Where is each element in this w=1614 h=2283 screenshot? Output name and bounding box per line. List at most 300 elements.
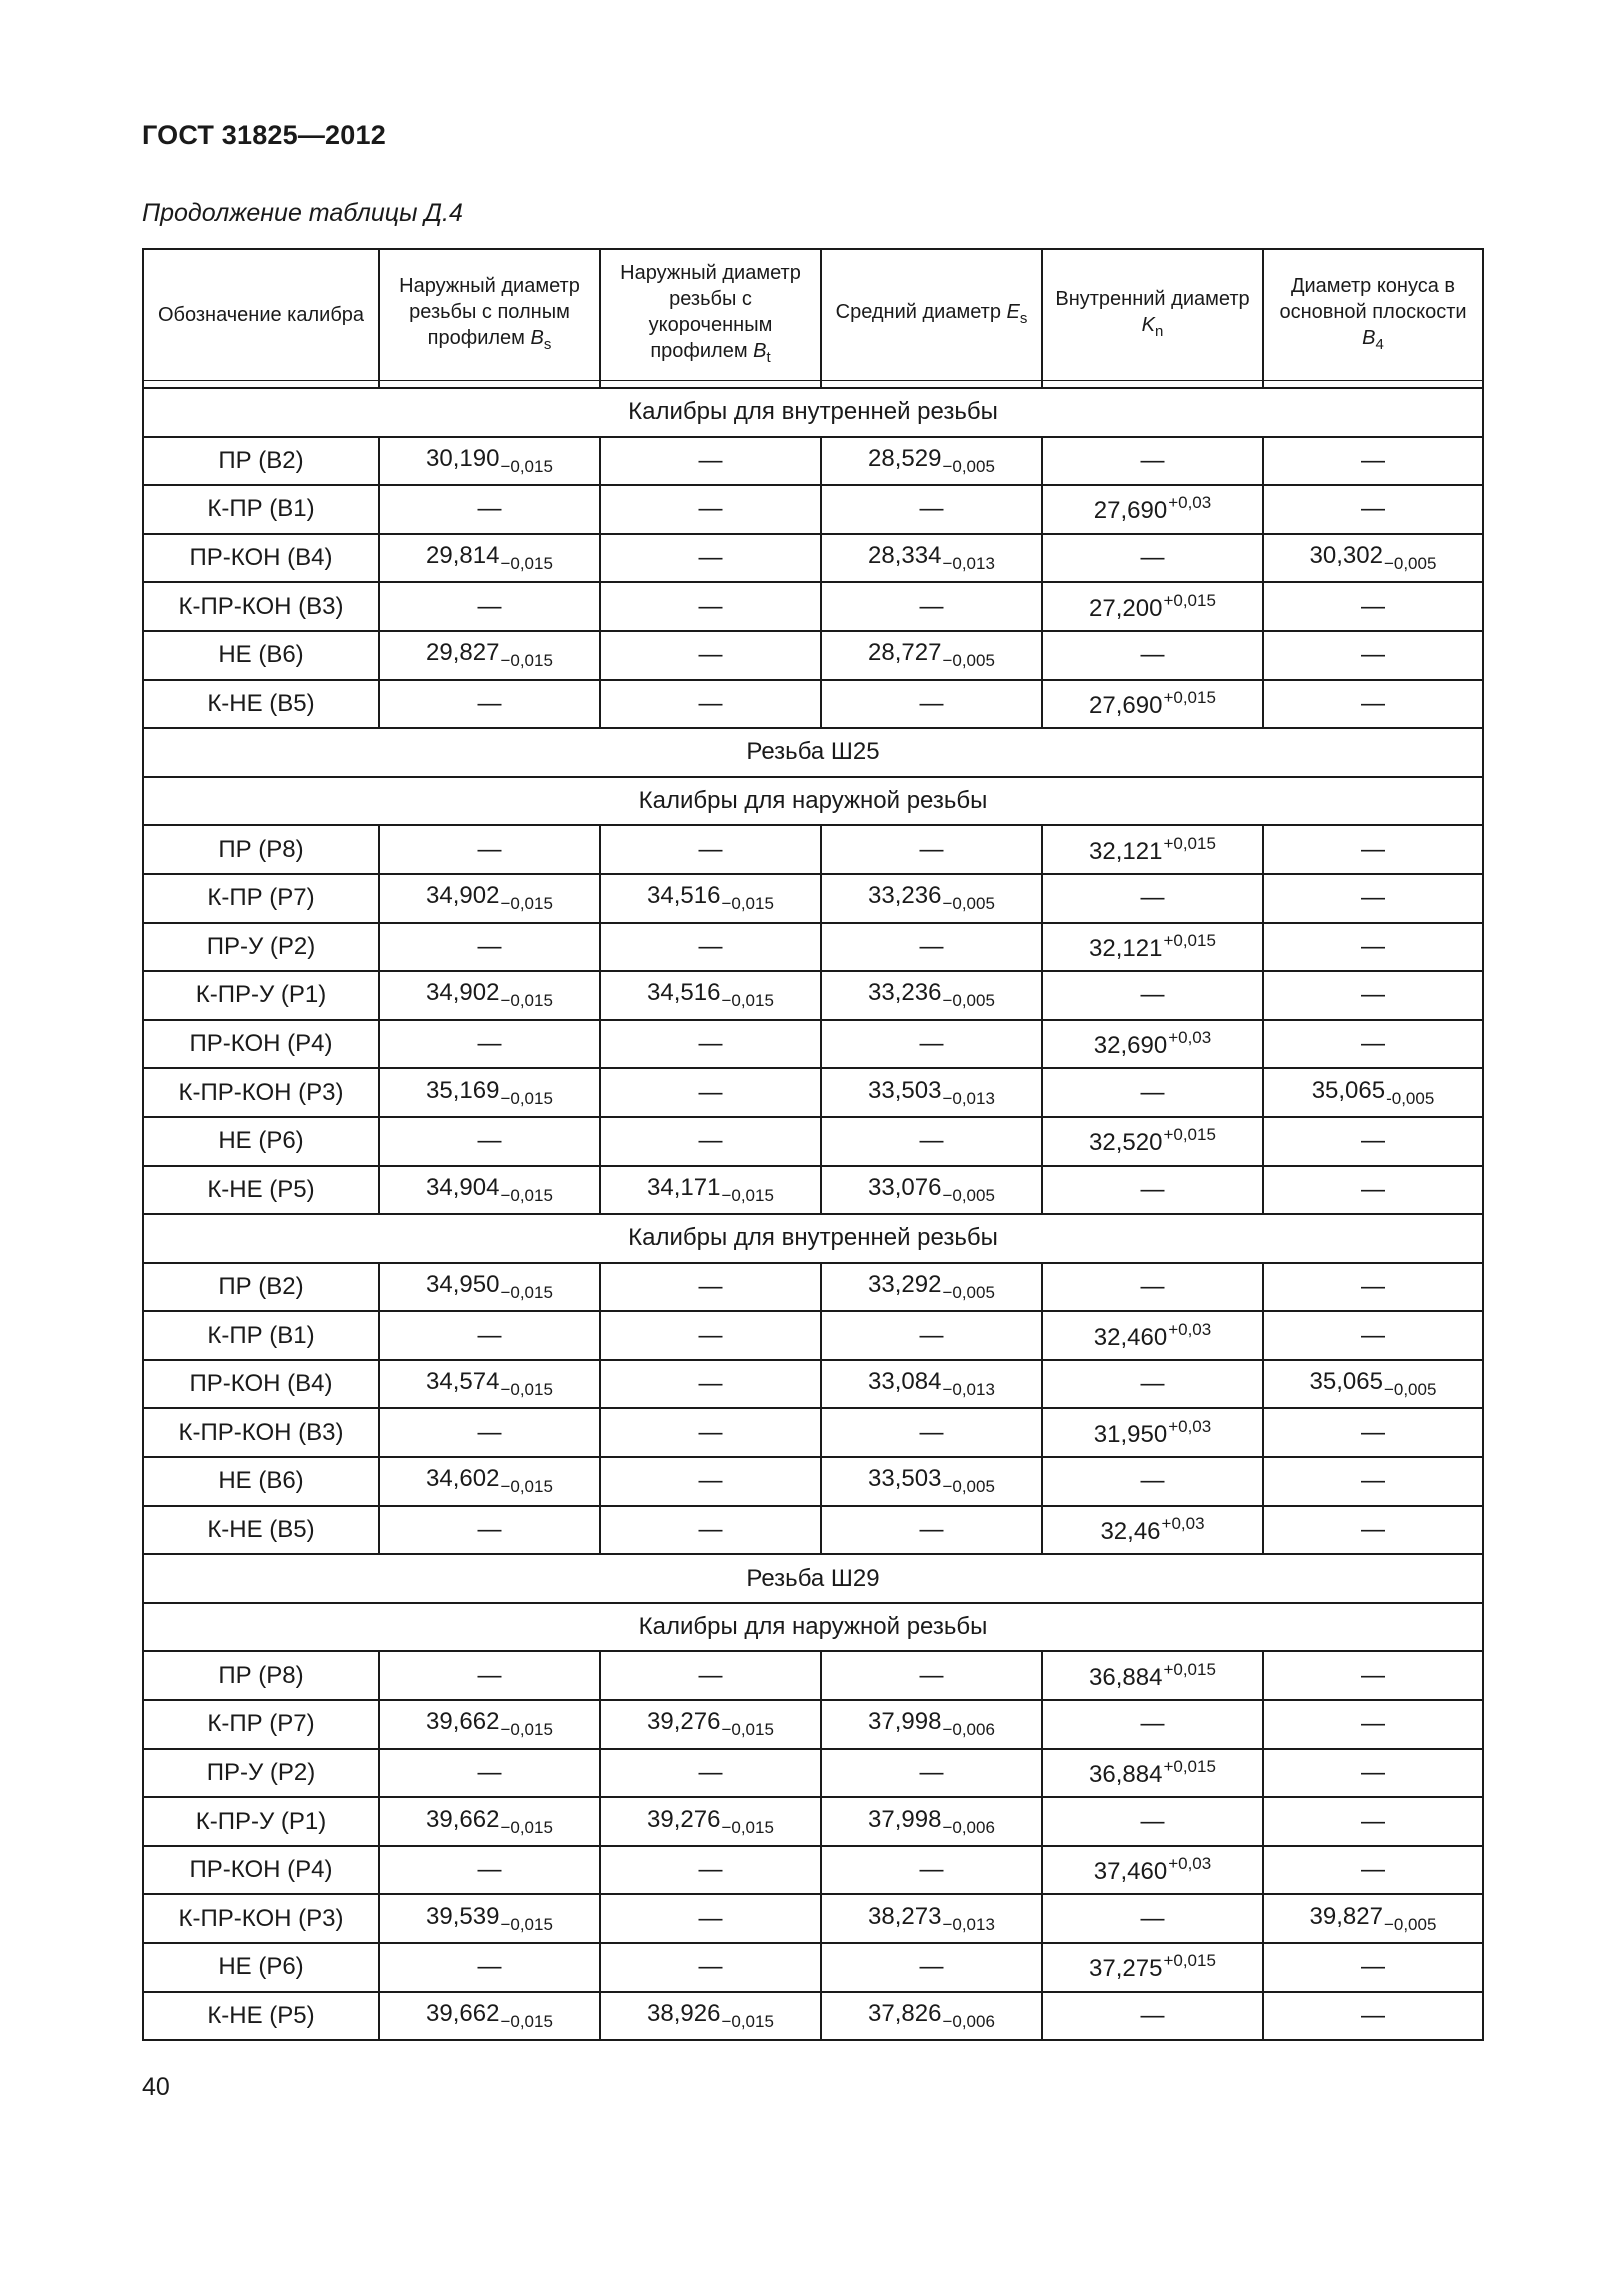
gauge-designation: К-НЕ (Р5) [143,1992,379,2041]
value-cell [379,1894,600,1943]
value-number: — [1361,884,1385,912]
value-number: — [477,1321,502,1349]
value-number: — [477,1515,502,1543]
table-caption: Продолжение таблицы Д.4 [142,199,463,227]
value-number: 36,884 [1089,1663,1163,1691]
value-cell [600,874,821,923]
value-number: — [698,1904,723,1932]
tolerance-lower: −0,015 [500,991,553,1011]
tolerance-upper: +0,015 [1163,1951,1216,1971]
value-number: — [698,689,723,717]
value-cell [1042,1506,1263,1555]
column-header-text: Наружный диаметр резьбы с укороченным профилем [620,261,801,362]
value-number: 32,46 [1100,1517,1161,1545]
value-cell [600,1020,821,1069]
value-number: — [698,1370,723,1398]
value-number: — [919,592,944,620]
value-cell [821,1943,1042,1992]
value-cell [1263,534,1483,583]
value-cell [600,825,821,874]
value-cell [1263,1894,1483,1943]
value-cell [821,1506,1042,1555]
value-number: — [919,1856,944,1884]
value-cell [1042,631,1263,680]
column-header-1 [379,249,600,381]
section-title: Резьба Ш29 [143,1554,1483,1603]
table-row [143,1749,1483,1798]
gauge-designation: ПР-КОН (Р4) [143,1846,379,1895]
value-cell [1263,874,1483,923]
value-cell [821,1263,1042,1312]
value-number: — [698,1758,723,1786]
section-title: Калибры для внутренней резьбы [143,1214,1483,1263]
value-number: 34,516 [647,979,721,1007]
gauge-designation: НЕ (Р6) [143,1943,379,1992]
value-number: 34,602 [426,1465,500,1493]
value-cell [600,1506,821,1555]
value-number: — [1361,1710,1385,1738]
value-cell [1042,971,1263,1020]
tolerance-lower: −0,015 [500,1088,553,1108]
value-cell [1263,1992,1483,2041]
value-number: 39,662 [426,1708,500,1736]
value-cell [1263,1020,1483,1069]
tolerance-lower: −0,005 [1383,1914,1437,1934]
value-cell [600,1263,821,1312]
value-number: 37,998 [868,1708,942,1736]
table-row [143,1360,1483,1409]
value-cell [379,1311,600,1360]
value-cell [821,1894,1042,1943]
value-cell [821,1166,1042,1215]
value-number: 39,539 [426,1902,500,1930]
value-cell [1263,1846,1483,1895]
tolerance-lower: −0,015 [721,1817,774,1837]
value-cell [1263,923,1483,972]
value-cell [821,971,1042,1020]
gauge-designation: К-ПР-КОН (В3) [143,582,379,631]
table-row [143,1068,1483,1117]
gap-cell [1263,381,1483,389]
tolerance-lower: −0,015 [500,894,553,914]
table-row [143,1263,1483,1312]
value-cell [821,1068,1042,1117]
tolerance-upper: +0,03 [1168,1028,1212,1048]
column-header-subscript: 4 [1375,335,1384,353]
value-cell [600,1117,821,1166]
value-number: — [698,1030,723,1058]
column-header-variable: B [753,339,767,362]
tolerance-lower: −0,015 [721,894,774,914]
value-number: — [919,1127,944,1155]
value-number: — [919,1661,944,1689]
gauge-designation: К-ПР-КОН (Р3) [143,1894,379,1943]
value-number: 39,276 [647,1805,721,1833]
gap-cell [600,381,821,389]
tolerance-lower: −0,006 [942,1720,995,1740]
column-header-3 [821,249,1042,381]
value-cell [600,680,821,729]
value-cell [1042,582,1263,631]
tolerance-lower: −0,013 [942,554,995,574]
value-number: 28,334 [868,542,942,570]
value-number: — [919,1418,944,1446]
section-row [143,388,1483,437]
value-number: — [1361,1321,1385,1349]
value-cell [600,437,821,486]
value-cell [1042,1797,1263,1846]
value-cell [821,485,1042,534]
value-number: 37,275 [1089,1955,1163,1983]
tolerance-lower: −0,015 [500,1817,553,1837]
page-number: 40 [142,2073,170,2101]
tolerance-lower: −0,015 [721,1185,774,1205]
value-cell [379,1117,600,1166]
value-number: — [1140,446,1165,474]
value-number: 27,690 [1093,497,1168,525]
value-cell [1042,1749,1263,1798]
value-cell [379,485,600,534]
value-cell [821,1797,1042,1846]
value-number: — [919,1321,944,1349]
value-number: 38,926 [647,1999,721,2027]
table-row [143,1166,1483,1215]
value-cell [600,1894,821,1943]
value-number: — [698,1418,723,1446]
value-cell [600,631,821,680]
value-cell [1042,1020,1263,1069]
gauge-designation: ПР-У (Р2) [143,923,379,972]
value-cell [821,1749,1042,1798]
value-cell [379,1166,600,1215]
value-cell [1263,825,1483,874]
value-number: — [477,1030,502,1058]
value-cell [1263,1408,1483,1457]
tolerance-lower: −0,005 [942,1477,995,1497]
value-cell [379,680,600,729]
value-number: — [1140,884,1165,912]
value-number: — [698,1515,723,1543]
tolerance-lower: −0,015 [500,554,553,574]
column-header-subscript: t [766,348,771,366]
value-number: 33,236 [868,979,942,1007]
value-cell [1263,1311,1483,1360]
section-row [143,728,1483,777]
value-number: — [698,1467,723,1495]
column-header-subscript: s [1019,309,1028,327]
value-cell [821,874,1042,923]
tolerance-lower: −0,006 [942,2011,995,2031]
section-title: Калибры для наружной резьбы [143,777,1483,826]
value-cell [1042,1408,1263,1457]
value-cell [600,1992,821,2041]
value-cell [821,631,1042,680]
gauge-table [142,248,1484,2041]
value-number: — [1361,1418,1385,1446]
value-number: — [1361,446,1385,474]
value-number: — [698,1321,723,1349]
value-cell [1042,437,1263,486]
column-header-text: Обозначение калибра [157,304,365,326]
value-number: — [1361,592,1385,620]
value-number: 28,727 [868,639,942,667]
value-number: — [477,1953,502,1981]
value-cell [1263,631,1483,680]
table-row [143,923,1483,972]
section-row [143,777,1483,826]
value-cell [600,1846,821,1895]
value-cell [600,1068,821,1117]
value-number: — [477,1856,502,1884]
value-number: — [698,932,723,960]
value-number: 38,273 [868,1902,942,1930]
tolerance-lower: −0,005 [1383,1380,1437,1400]
tolerance-upper: +0,015 [1163,1125,1216,1145]
value-number: 30,190 [426,444,500,472]
gauge-designation: К-НЕ (В5) [143,680,379,729]
value-cell [1263,1700,1483,1749]
table-row [143,1651,1483,1700]
value-cell [600,1749,821,1798]
gauge-designation: К-ПР (В1) [143,485,379,534]
value-number: — [919,1953,944,1981]
value-number: 34,904 [426,1173,500,1201]
value-number: 34,902 [426,882,500,910]
column-header-2 [600,249,821,381]
value-cell [379,1263,600,1312]
value-cell [821,1311,1042,1360]
tolerance-lower: −0,015 [500,1914,553,1934]
value-number: — [1140,1078,1165,1106]
value-number: 36,884 [1089,1760,1163,1788]
value-number: — [477,932,502,960]
section-row [143,1603,1483,1652]
value-number: — [698,1078,723,1106]
value-number: — [698,544,723,572]
tolerance-lower: −0,005 [942,894,995,914]
tolerance-lower: −0,005 [942,991,995,1011]
value-number: 37,460 [1093,1858,1168,1886]
value-number: — [1361,1953,1385,1981]
gap-cell [379,381,600,389]
value-number: 29,814 [426,542,500,570]
value-number: — [1361,1127,1385,1155]
tolerance-upper: +0,03 [1168,493,1212,513]
gauge-designation: К-ПР-У (Р1) [143,1797,379,1846]
value-number: — [1140,1807,1165,1835]
value-number: — [698,446,723,474]
value-cell [600,1457,821,1506]
value-cell [600,1311,821,1360]
value-number: — [1361,689,1385,717]
tolerance-upper: +0,015 [1163,1756,1216,1776]
gauge-designation: ПР-КОН (Р4) [143,1020,379,1069]
value-number: — [1361,1661,1385,1689]
value-cell [1042,1846,1263,1895]
value-number: 33,503 [868,1076,942,1104]
value-number: 35,065 [1309,1368,1383,1396]
tolerance-lower: −0,005 [1383,554,1437,574]
tolerance-upper: +0,015 [1163,1659,1216,1679]
value-number: — [1140,1370,1165,1398]
tolerance-lower: −0,015 [721,2011,774,2031]
value-number: — [1140,1467,1165,1495]
value-number: 37,998 [868,1805,942,1833]
value-cell [821,1651,1042,1700]
value-cell [379,1068,600,1117]
value-cell [379,1360,600,1409]
table-row [143,825,1483,874]
column-header-variable: E [1006,300,1020,323]
value-cell [600,534,821,583]
tolerance-lower: −0,013 [942,1088,995,1108]
value-cell [1042,1457,1263,1506]
gauge-designation: ПР-У (Р2) [143,1749,379,1798]
section-title: Калибры для наружной резьбы [143,1603,1483,1652]
value-cell [1042,680,1263,729]
tolerance-lower: −0,015 [500,1185,553,1205]
gauge-designation: К-ПР-У (Р1) [143,971,379,1020]
value-cell [1263,1457,1483,1506]
value-number: — [1361,495,1385,523]
column-header-subscript: s [543,335,552,353]
gauge-designation: ПР-КОН (В4) [143,1360,379,1409]
tolerance-lower: −0,005 [942,1282,995,1302]
document-title: ГОСТ 31825—2012 [142,120,386,150]
value-cell [1042,1894,1263,1943]
column-header-0 [143,249,379,381]
value-cell [379,1992,600,2041]
value-number: — [477,1127,502,1155]
value-cell [1042,923,1263,972]
value-number: 32,520 [1089,1129,1163,1157]
value-number: — [1140,1175,1165,1203]
value-cell [1263,485,1483,534]
tolerance-lower: −0,015 [500,2011,553,2031]
value-cell [1042,485,1263,534]
tolerance-upper: +0,03 [1168,1416,1212,1436]
value-cell [821,437,1042,486]
gauge-designation: ПР (В2) [143,1263,379,1312]
value-cell [379,825,600,874]
value-cell [600,1651,821,1700]
gauge-designation: К-ПР-КОН (Р3) [143,1068,379,1117]
value-cell [600,582,821,631]
value-number: — [1140,981,1165,1009]
section-row [143,1554,1483,1603]
value-number: — [1140,544,1165,572]
value-cell [379,874,600,923]
value-cell [1042,534,1263,583]
table-row [143,1117,1483,1166]
value-number: 39,827 [1309,1902,1383,1930]
header-gap-row [143,381,1483,389]
value-number: 33,076 [868,1173,942,1201]
tolerance-lower: −0,015 [500,1477,553,1497]
gauge-designation: К-ПР-КОН (В3) [143,1408,379,1457]
column-header-text: Внутренний диаметр [1055,287,1250,310]
value-number: 33,084 [868,1368,942,1396]
value-cell [379,1943,600,1992]
section-title: Калибры для внутренней резьбы [143,388,1483,437]
table-row [143,1506,1483,1555]
value-number: — [1361,1758,1385,1786]
value-cell [1042,874,1263,923]
gauge-designation: ПР (Р8) [143,1651,379,1700]
value-number: — [477,689,502,717]
table-row [143,680,1483,729]
value-number: — [1140,1710,1165,1738]
gauge-designation: К-ПР (В1) [143,1311,379,1360]
value-number: 28,529 [868,444,942,472]
value-cell [379,1457,600,1506]
value-cell [1263,971,1483,1020]
value-cell [821,1457,1042,1506]
value-cell [1042,1360,1263,1409]
value-number: 39,662 [426,1805,500,1833]
tolerance-lower: −0,013 [942,1914,995,1934]
value-number: — [1361,641,1385,669]
gauge-designation: ПР (Р8) [143,825,379,874]
value-number: 32,690 [1093,1032,1168,1060]
value-cell [1042,1117,1263,1166]
value-cell [379,631,600,680]
tolerance-lower: −0,015 [721,991,774,1011]
value-cell [1263,1651,1483,1700]
value-cell [379,582,600,631]
tolerance-upper: +0,03 [1168,1854,1212,1874]
tolerance-lower: −0,015 [500,651,553,671]
table-row [143,1457,1483,1506]
table-row [143,485,1483,534]
table-body [143,381,1483,2041]
value-number: 34,902 [426,979,500,1007]
value-cell [1042,1166,1263,1215]
value-cell [379,1846,600,1895]
gauge-designation: К-НЕ (Р5) [143,1166,379,1215]
table-header-row [143,249,1483,381]
value-cell [1263,1943,1483,1992]
value-cell [600,923,821,972]
value-number: — [1140,1904,1165,1932]
value-cell [821,1992,1042,2041]
value-number: — [698,1127,723,1155]
value-cell [379,923,600,972]
value-number: — [477,592,502,620]
value-cell [379,1408,600,1457]
value-number: — [919,495,944,523]
value-cell [1263,680,1483,729]
value-number: 34,574 [426,1368,500,1396]
value-number: — [1361,835,1385,863]
tolerance-lower: −0,005 [942,456,995,476]
tolerance-lower: −0,015 [721,1720,774,1740]
value-cell [379,437,600,486]
value-cell [600,1360,821,1409]
value-number: — [1140,1272,1165,1300]
value-number: — [698,592,723,620]
value-number: — [698,495,723,523]
value-number: — [1361,1856,1385,1884]
value-number: 33,503 [868,1465,942,1493]
value-cell [379,1700,600,1749]
value-number: 27,690 [1089,691,1163,719]
tolerance-upper: +0,03 [1161,1513,1205,1533]
gap-cell [821,381,1042,389]
table-row [143,1020,1483,1069]
value-cell [821,1846,1042,1895]
value-number: — [1361,1272,1385,1300]
